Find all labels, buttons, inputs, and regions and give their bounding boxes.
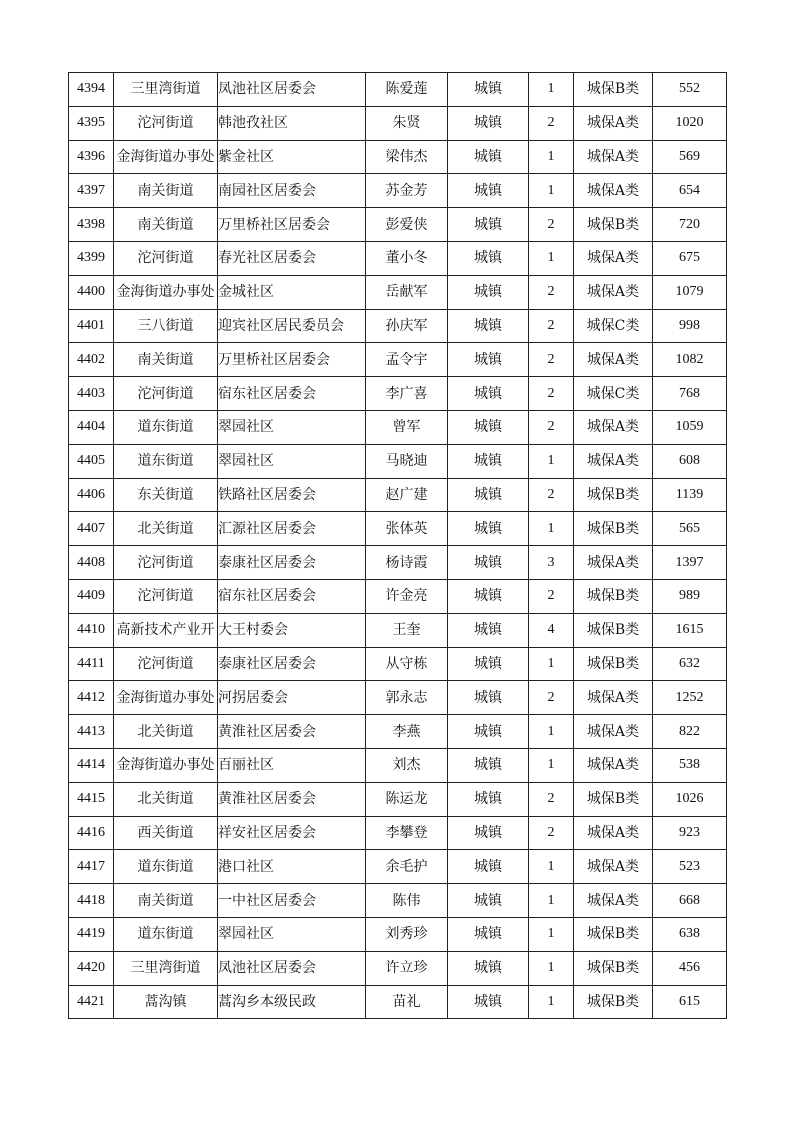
table-row (69, 951, 727, 985)
table-row (69, 174, 727, 208)
household-count-cell: 1 (529, 140, 574, 174)
record-id-cell: 4394 (69, 73, 114, 107)
street-name-cell: 北关街道 (114, 782, 218, 816)
table-row (69, 241, 727, 275)
record-id-cell: 4414 (69, 748, 114, 782)
table-row (69, 985, 727, 1019)
community-name-cell: 凤池社区居委会 (218, 951, 366, 985)
person-name-cell: 曾军 (366, 410, 448, 444)
street-name-cell: 南关街道 (114, 343, 218, 377)
street-name-cell: 金海街道办事处 (114, 140, 218, 174)
insurance-type-cell: 城保A类 (574, 275, 653, 309)
amount-cell: 1079 (653, 275, 727, 309)
table-row (69, 377, 727, 411)
table-row (69, 208, 727, 242)
street-name-cell: 沱河街道 (114, 579, 218, 613)
household-count-cell: 2 (529, 782, 574, 816)
community-name-cell: 宿东社区居委会 (218, 579, 366, 613)
person-name-cell: 从守栋 (366, 647, 448, 681)
record-id-cell: 4408 (69, 546, 114, 580)
street-name-cell: 沱河街道 (114, 377, 218, 411)
person-name-cell: 董小冬 (366, 241, 448, 275)
amount-cell: 1252 (653, 681, 727, 715)
insurance-type-cell: 城保B类 (574, 613, 653, 647)
area-type-cell: 城镇 (448, 410, 529, 444)
person-name-cell: 李广喜 (366, 377, 448, 411)
community-name-cell: 万里桥社区居委会 (218, 343, 366, 377)
insurance-type-cell: 城保A类 (574, 343, 653, 377)
person-name-cell: 朱贤 (366, 106, 448, 140)
community-name-cell: 黄淮社区居委会 (218, 782, 366, 816)
community-name-cell: 凤池社区居委会 (218, 73, 366, 107)
table-row (69, 917, 727, 951)
amount-cell: 615 (653, 985, 727, 1019)
person-name-cell: 刘秀珍 (366, 917, 448, 951)
household-count-cell: 4 (529, 613, 574, 647)
community-name-cell: 翠园社区 (218, 410, 366, 444)
household-count-cell: 3 (529, 546, 574, 580)
area-type-cell: 城镇 (448, 73, 529, 107)
table-row (69, 681, 727, 715)
amount-cell: 998 (653, 309, 727, 343)
record-id-cell: 4420 (69, 951, 114, 985)
person-name-cell: 岳献军 (366, 275, 448, 309)
area-type-cell: 城镇 (448, 748, 529, 782)
amount-cell: 608 (653, 444, 727, 478)
household-count-cell: 2 (529, 343, 574, 377)
amount-cell: 668 (653, 884, 727, 918)
amount-cell: 720 (653, 208, 727, 242)
household-count-cell: 1 (529, 444, 574, 478)
person-name-cell: 许金亮 (366, 579, 448, 613)
area-type-cell: 城镇 (448, 174, 529, 208)
record-id-cell: 4421 (69, 985, 114, 1019)
street-name-cell: 金海街道办事处 (114, 681, 218, 715)
community-name-cell: 宿东社区居委会 (218, 377, 366, 411)
community-name-cell: 百丽社区 (218, 748, 366, 782)
record-id-cell: 4415 (69, 782, 114, 816)
record-id-cell: 4402 (69, 343, 114, 377)
record-id-cell: 4398 (69, 208, 114, 242)
insurance-type-cell: 城保A类 (574, 681, 653, 715)
street-name-cell: 沱河街道 (114, 106, 218, 140)
insurance-type-cell: 城保A类 (574, 816, 653, 850)
amount-cell: 638 (653, 917, 727, 951)
person-name-cell: 李燕 (366, 715, 448, 749)
person-name-cell: 苏金芳 (366, 174, 448, 208)
community-name-cell: 黄淮社区居委会 (218, 715, 366, 749)
table-body (69, 73, 727, 1019)
area-type-cell: 城镇 (448, 782, 529, 816)
table-row (69, 106, 727, 140)
insurance-type-cell: 城保C类 (574, 309, 653, 343)
area-type-cell: 城镇 (448, 613, 529, 647)
community-name-cell: 港口社区 (218, 850, 366, 884)
household-count-cell: 2 (529, 208, 574, 242)
person-name-cell: 陈爱莲 (366, 73, 448, 107)
insurance-type-cell: 城保A类 (574, 546, 653, 580)
household-count-cell: 1 (529, 241, 574, 275)
street-name-cell: 东关街道 (114, 478, 218, 512)
street-name-cell: 金海街道办事处 (114, 275, 218, 309)
street-name-cell: 道东街道 (114, 410, 218, 444)
amount-cell: 1615 (653, 613, 727, 647)
record-id-cell: 4406 (69, 478, 114, 512)
insurance-type-cell: 城保B类 (574, 985, 653, 1019)
household-count-cell: 1 (529, 917, 574, 951)
household-count-cell: 2 (529, 377, 574, 411)
person-name-cell: 李攀登 (366, 816, 448, 850)
person-name-cell: 孟令宇 (366, 343, 448, 377)
person-name-cell: 陈运龙 (366, 782, 448, 816)
insurance-type-cell: 城保B类 (574, 951, 653, 985)
household-count-cell: 2 (529, 579, 574, 613)
amount-cell: 1026 (653, 782, 727, 816)
area-type-cell: 城镇 (448, 816, 529, 850)
area-type-cell: 城镇 (448, 275, 529, 309)
community-name-cell: 铁路社区居委会 (218, 478, 366, 512)
person-name-cell: 王奎 (366, 613, 448, 647)
table-row (69, 782, 727, 816)
street-name-cell: 三八街道 (114, 309, 218, 343)
street-name-cell: 南关街道 (114, 208, 218, 242)
record-table (68, 72, 727, 1019)
amount-cell: 1059 (653, 410, 727, 444)
amount-cell: 1020 (653, 106, 727, 140)
community-name-cell: 蒿沟乡本级民政 (218, 985, 366, 1019)
area-type-cell: 城镇 (448, 208, 529, 242)
community-name-cell: 紫金社区 (218, 140, 366, 174)
area-type-cell: 城镇 (448, 241, 529, 275)
table-row (69, 73, 727, 107)
area-type-cell: 城镇 (448, 951, 529, 985)
household-count-cell: 2 (529, 275, 574, 309)
table-row (69, 579, 727, 613)
record-id-cell: 4412 (69, 681, 114, 715)
street-name-cell: 高新技术产业开 (114, 613, 218, 647)
household-count-cell: 2 (529, 410, 574, 444)
table-row (69, 850, 727, 884)
insurance-type-cell: 城保A类 (574, 106, 653, 140)
area-type-cell: 城镇 (448, 512, 529, 546)
amount-cell: 1397 (653, 546, 727, 580)
record-id-cell: 4401 (69, 309, 114, 343)
amount-cell: 675 (653, 241, 727, 275)
household-count-cell: 1 (529, 884, 574, 918)
person-name-cell: 孙庆军 (366, 309, 448, 343)
community-name-cell: 迎宾社区居民委员会 (218, 309, 366, 343)
amount-cell: 632 (653, 647, 727, 681)
community-name-cell: 翠园社区 (218, 444, 366, 478)
insurance-type-cell: 城保B类 (574, 917, 653, 951)
table-row (69, 140, 727, 174)
person-name-cell: 马晓迪 (366, 444, 448, 478)
person-name-cell: 陈伟 (366, 884, 448, 918)
person-name-cell: 杨诗霞 (366, 546, 448, 580)
amount-cell: 569 (653, 140, 727, 174)
insurance-type-cell: 城保A类 (574, 241, 653, 275)
street-name-cell: 北关街道 (114, 715, 218, 749)
record-id-cell: 4404 (69, 410, 114, 444)
table-row (69, 884, 727, 918)
household-count-cell: 2 (529, 309, 574, 343)
insurance-type-cell: 城保C类 (574, 377, 653, 411)
area-type-cell: 城镇 (448, 106, 529, 140)
insurance-type-cell: 城保A类 (574, 850, 653, 884)
amount-cell: 923 (653, 816, 727, 850)
record-id-cell: 4396 (69, 140, 114, 174)
record-id-cell: 4399 (69, 241, 114, 275)
amount-cell: 1139 (653, 478, 727, 512)
table-row (69, 309, 727, 343)
table-row (69, 613, 727, 647)
table-row (69, 343, 727, 377)
record-id-cell: 4413 (69, 715, 114, 749)
table-row (69, 478, 727, 512)
insurance-type-cell: 城保A类 (574, 174, 653, 208)
community-name-cell: 韩池孜社区 (218, 106, 366, 140)
insurance-type-cell: 城保B类 (574, 647, 653, 681)
street-name-cell: 沱河街道 (114, 546, 218, 580)
record-id-cell: 4400 (69, 275, 114, 309)
insurance-type-cell: 城保B类 (574, 579, 653, 613)
table-row (69, 444, 727, 478)
street-name-cell: 南关街道 (114, 884, 218, 918)
street-name-cell: 沱河街道 (114, 241, 218, 275)
amount-cell: 552 (653, 73, 727, 107)
person-name-cell: 苗礼 (366, 985, 448, 1019)
record-id-cell: 4405 (69, 444, 114, 478)
table-row (69, 275, 727, 309)
insurance-type-cell: 城保A类 (574, 884, 653, 918)
street-name-cell: 金海街道办事处 (114, 748, 218, 782)
household-count-cell: 1 (529, 715, 574, 749)
community-name-cell: 南园社区居委会 (218, 174, 366, 208)
street-name-cell: 道东街道 (114, 850, 218, 884)
insurance-type-cell: 城保B类 (574, 208, 653, 242)
person-name-cell: 张体英 (366, 512, 448, 546)
area-type-cell: 城镇 (448, 309, 529, 343)
household-count-cell: 1 (529, 748, 574, 782)
area-type-cell: 城镇 (448, 444, 529, 478)
household-count-cell: 1 (529, 647, 574, 681)
person-name-cell: 彭爱侠 (366, 208, 448, 242)
amount-cell: 654 (653, 174, 727, 208)
record-id-cell: 4411 (69, 647, 114, 681)
table-row (69, 410, 727, 444)
area-type-cell: 城镇 (448, 546, 529, 580)
community-name-cell: 金城社区 (218, 275, 366, 309)
person-name-cell: 许立珍 (366, 951, 448, 985)
record-id-cell: 4407 (69, 512, 114, 546)
insurance-type-cell: 城保A类 (574, 410, 653, 444)
household-count-cell: 2 (529, 681, 574, 715)
community-name-cell: 泰康社区居委会 (218, 647, 366, 681)
community-name-cell: 泰康社区居委会 (218, 546, 366, 580)
person-name-cell: 梁伟杰 (366, 140, 448, 174)
area-type-cell: 城镇 (448, 985, 529, 1019)
record-id-cell: 4410 (69, 613, 114, 647)
person-name-cell: 郭永志 (366, 681, 448, 715)
amount-cell: 989 (653, 579, 727, 613)
record-id-cell: 4416 (69, 816, 114, 850)
community-name-cell: 春光社区居委会 (218, 241, 366, 275)
insurance-type-cell: 城保A类 (574, 140, 653, 174)
street-name-cell: 三里湾街道 (114, 951, 218, 985)
amount-cell: 523 (653, 850, 727, 884)
street-name-cell: 道东街道 (114, 917, 218, 951)
record-id-cell: 4419 (69, 917, 114, 951)
insurance-type-cell: 城保A类 (574, 748, 653, 782)
community-name-cell: 汇源社区居委会 (218, 512, 366, 546)
community-name-cell: 翠园社区 (218, 917, 366, 951)
area-type-cell: 城镇 (448, 647, 529, 681)
record-id-cell: 4403 (69, 377, 114, 411)
household-count-cell: 1 (529, 512, 574, 546)
community-name-cell: 一中社区居委会 (218, 884, 366, 918)
amount-cell: 1082 (653, 343, 727, 377)
amount-cell: 538 (653, 748, 727, 782)
table-row (69, 546, 727, 580)
community-name-cell: 万里桥社区居委会 (218, 208, 366, 242)
household-count-cell: 2 (529, 816, 574, 850)
table-row (69, 715, 727, 749)
insurance-type-cell: 城保B类 (574, 73, 653, 107)
area-type-cell: 城镇 (448, 715, 529, 749)
record-id-cell: 4417 (69, 850, 114, 884)
person-name-cell: 余毛护 (366, 850, 448, 884)
area-type-cell: 城镇 (448, 681, 529, 715)
street-name-cell: 道东街道 (114, 444, 218, 478)
street-name-cell: 西关街道 (114, 816, 218, 850)
insurance-type-cell: 城保B类 (574, 478, 653, 512)
table-row (69, 647, 727, 681)
insurance-type-cell: 城保A类 (574, 444, 653, 478)
table-row (69, 748, 727, 782)
record-id-cell: 4418 (69, 884, 114, 918)
area-type-cell: 城镇 (448, 140, 529, 174)
household-count-cell: 1 (529, 73, 574, 107)
record-id-cell: 4409 (69, 579, 114, 613)
street-name-cell: 沱河街道 (114, 647, 218, 681)
household-count-cell: 1 (529, 951, 574, 985)
area-type-cell: 城镇 (448, 579, 529, 613)
person-name-cell: 刘杰 (366, 748, 448, 782)
household-count-cell: 1 (529, 985, 574, 1019)
area-type-cell: 城镇 (448, 850, 529, 884)
street-name-cell: 北关街道 (114, 512, 218, 546)
household-count-cell: 1 (529, 850, 574, 884)
household-count-cell: 2 (529, 478, 574, 512)
table-row (69, 512, 727, 546)
area-type-cell: 城镇 (448, 343, 529, 377)
amount-cell: 565 (653, 512, 727, 546)
record-id-cell: 4397 (69, 174, 114, 208)
record-id-cell: 4395 (69, 106, 114, 140)
street-name-cell: 三里湾街道 (114, 73, 218, 107)
street-name-cell: 南关街道 (114, 174, 218, 208)
insurance-type-cell: 城保B类 (574, 782, 653, 816)
area-type-cell: 城镇 (448, 884, 529, 918)
household-count-cell: 1 (529, 174, 574, 208)
street-name-cell: 蒿沟镇 (114, 985, 218, 1019)
area-type-cell: 城镇 (448, 917, 529, 951)
person-name-cell: 赵广建 (366, 478, 448, 512)
household-count-cell: 2 (529, 106, 574, 140)
area-type-cell: 城镇 (448, 478, 529, 512)
amount-cell: 822 (653, 715, 727, 749)
amount-cell: 456 (653, 951, 727, 985)
insurance-type-cell: 城保A类 (574, 715, 653, 749)
amount-cell: 768 (653, 377, 727, 411)
insurance-type-cell: 城保B类 (574, 512, 653, 546)
area-type-cell: 城镇 (448, 377, 529, 411)
table-row (69, 816, 727, 850)
community-name-cell: 祥安社区居委会 (218, 816, 366, 850)
community-name-cell: 河拐居委会 (218, 681, 366, 715)
community-name-cell: 大王村委会 (218, 613, 366, 647)
